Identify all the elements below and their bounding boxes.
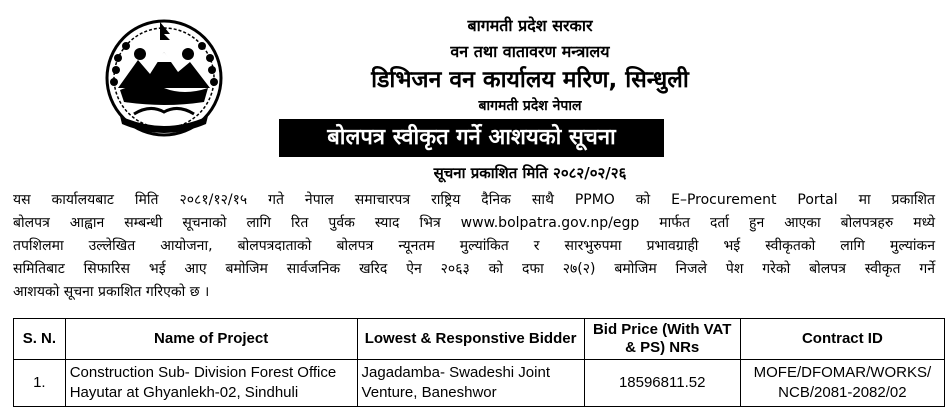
- header-contract: Contract ID: [740, 319, 944, 360]
- header-sn: S. N.: [14, 319, 66, 360]
- cell-price: 18596811.52: [584, 360, 740, 407]
- header-bidder: Lowest & Responstive Bidder: [357, 319, 584, 360]
- cell-bidder: Jagadamba- Swadeshi Joint Venture, Baneshwor: [357, 360, 584, 407]
- table-header-row: [14, 319, 945, 360]
- cell-contract: MOFE/DFOMAR/WORKS/ NCB/2081-2082/02: [740, 360, 944, 407]
- header-project: Name of Project: [65, 319, 357, 360]
- body-text-line: यस कार्यालयबाट मिति २०८१/१२/१५ गते नेपाल समाचारपत्र राष्ट्रिय दैनिक साथै PPMO को E–Procurement Portal मा प्रकाशित: [13, 192, 935, 208]
- contract-table: [13, 318, 945, 407]
- body-text-line: बोलपत्र आह्वान सम्बन्धी सूचनाको लागि रित पुर्वक स्याद भित्र www.bolpatra.gov.np/egp मार्फत दर्ता हुन आएका बोलपत्रहरु मध्ये: [13, 215, 935, 231]
- body-text-line: आशयको सूचना प्रकाशित गरिएको छ ।: [13, 284, 210, 300]
- header-province: बागमती प्रदेश नेपाल: [478, 98, 582, 114]
- publication-date: सूचना प्रकाशित मिति २०८२/०२/२६: [433, 164, 627, 182]
- cell-project: Construction Sub- Division Forest Office Hayutar at Ghyanlekh-02, Sindhuli: [65, 360, 357, 407]
- body-text-line: तपशिलमा उल्लेखित आयोजना, बोलपत्रदाताको बोलपत्र न्यूनतम मुल्यांकित र सारभुरुपमा प्रभावग्राही भई स्वीकृतको लागि मुल्यांकन: [13, 238, 935, 254]
- header-price: Bid Price (With VAT & PS) NRs: [584, 319, 740, 360]
- nepal-government-emblem-icon: [104, 18, 224, 138]
- cell-sn: 1.: [14, 360, 66, 407]
- table-row: [14, 360, 945, 407]
- header-office: डिभिजन वन कार्यालय मरिण, सिन्धुली: [371, 67, 689, 93]
- body-text-line: समितिबाट सिफारिस भई आए बमोजिम सार्वजनिक खरिद ऐन २०६३ को दफा २७(२) बमोजिम निजले पेश गरेको बोलपत्र स्वीकृत गर्ने: [13, 261, 935, 277]
- header-ministry: वन तथा वातावरण मन्त्रालय: [450, 42, 610, 61]
- header-line-1: बागमती प्रदेश सरकार: [467, 16, 593, 35]
- notice-title-banner: बोलपत्र स्वीकृत गर्ने आशयको सूचना: [279, 119, 664, 157]
